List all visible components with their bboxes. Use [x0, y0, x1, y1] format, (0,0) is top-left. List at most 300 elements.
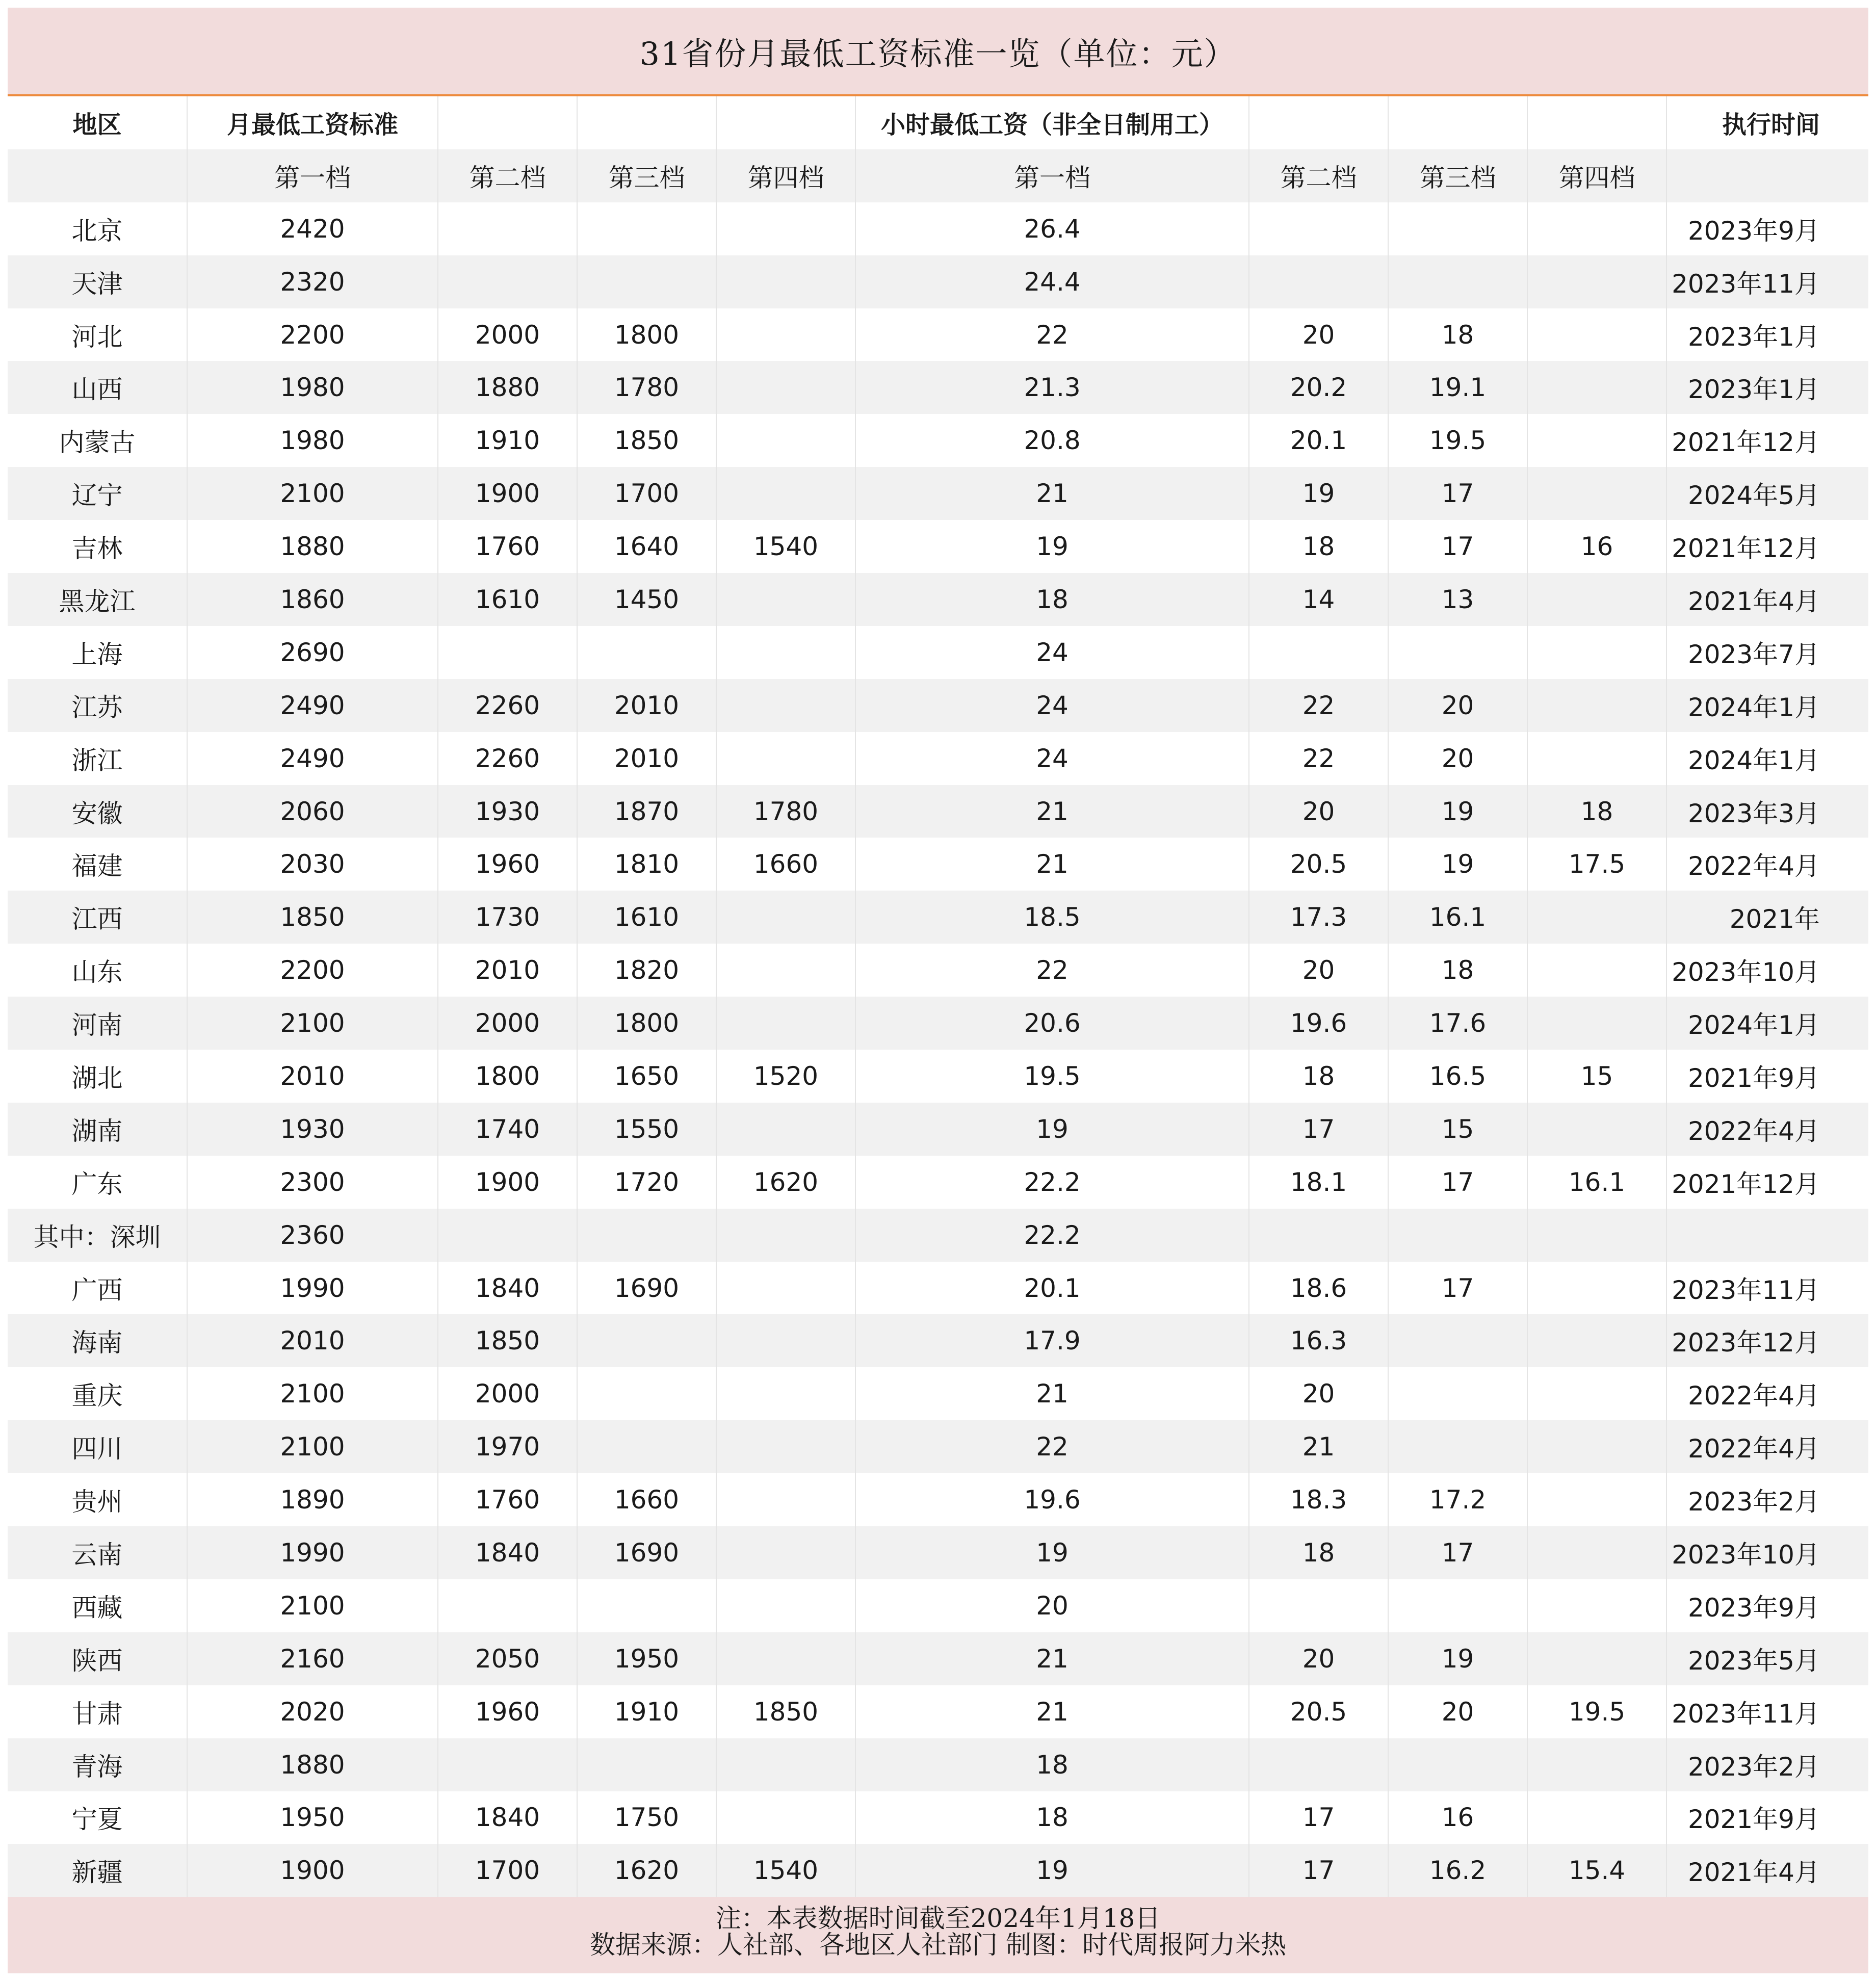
monthly-tier-4-cell — [716, 1791, 855, 1844]
effective-date-cell: 2023年2月 — [1666, 1473, 1868, 1526]
monthly-tier-2-cell: 1900 — [438, 467, 577, 520]
hourly-tier-2-cell: 20 — [1249, 308, 1388, 361]
monthly-tier-3-cell — [577, 202, 716, 255]
effective-date-cell: 2023年7月 — [1666, 626, 1868, 679]
monthly-tier-3-cell: 1870 — [577, 785, 716, 838]
monthly-tier-1-cell: 2160 — [187, 1632, 438, 1685]
monthly-tier-3-cell: 1700 — [577, 467, 716, 520]
hourly-tier-2-cell: 17 — [1249, 1103, 1388, 1156]
region-cell: 福建 — [8, 838, 187, 891]
region-cell: 天津 — [8, 255, 187, 308]
effective-date-cell: 2021年9月 — [1666, 1791, 1868, 1844]
hourly-tier-1-cell: 19 — [855, 520, 1249, 573]
hourly-tier-3-cell — [1388, 1420, 1527, 1473]
monthly-tier-1-cell: 1900 — [187, 1844, 438, 1897]
effective-date-cell: 2022年4月 — [1666, 1103, 1868, 1156]
effective-date-cell: 2023年11月 — [1666, 1262, 1868, 1315]
monthly-tier-1-cell: 2200 — [187, 944, 438, 997]
monthly-tier-1-cell: 2060 — [187, 785, 438, 838]
effective-date-cell: 2021年12月 — [1666, 414, 1868, 467]
table-row — [8, 1738, 1868, 1791]
monthly-tier-3-cell — [577, 626, 716, 679]
monthly-tier-4-cell — [716, 1262, 855, 1315]
monthly-tier-2-cell — [438, 255, 577, 308]
monthly-tier-1-cell: 1990 — [187, 1526, 438, 1579]
monthly-tier-4-cell — [716, 308, 855, 361]
monthly-tier-3-cell: 1620 — [577, 1844, 716, 1897]
monthly-tier-1-cell: 2010 — [187, 1314, 438, 1367]
monthly-tier-2-cell: 1910 — [438, 414, 577, 467]
effective-date-cell: 2021年4月 — [1666, 1844, 1868, 1897]
region-cell: 其中：深圳 — [8, 1209, 187, 1262]
effective-date-cell: 2021年4月 — [1666, 573, 1868, 626]
monthly-tier-2-cell: 1850 — [438, 1314, 577, 1367]
monthly-tier-1-cell: 2690 — [187, 626, 438, 679]
hourly-tier-2-cell: 21 — [1249, 1420, 1388, 1473]
hourly-tier-2-cell: 20.2 — [1249, 361, 1388, 414]
hourly-tier-2-cell: 22 — [1249, 732, 1388, 785]
effective-date-cell: 2023年5月 — [1666, 1632, 1868, 1685]
monthly-tier-1-cell: 2490 — [187, 679, 438, 732]
hourly-tier-3-cell: 19 — [1388, 1632, 1527, 1685]
hourly-tier-4-cell — [1527, 308, 1666, 361]
header-hourly-tier-4: 第四档 — [1527, 149, 1666, 202]
hourly-tier-2-cell: 20.1 — [1249, 414, 1388, 467]
table-row — [8, 891, 1868, 944]
table-body — [8, 202, 1868, 1897]
monthly-tier-2-cell: 1700 — [438, 1844, 577, 1897]
region-cell: 湖北 — [8, 1050, 187, 1103]
hourly-tier-2-cell: 20.5 — [1249, 1685, 1388, 1738]
monthly-tier-2-cell: 1800 — [438, 1050, 577, 1103]
monthly-tier-4-cell — [716, 1473, 855, 1526]
hourly-tier-1-cell: 20.8 — [855, 414, 1249, 467]
hourly-tier-4-cell — [1527, 202, 1666, 255]
monthly-tier-4-cell — [716, 1579, 855, 1632]
header-monthly-tier-2: 第二档 — [438, 149, 577, 202]
monthly-tier-4-cell — [716, 679, 855, 732]
header-effective-date: 执行时间 — [1666, 96, 1868, 149]
monthly-tier-3-cell — [577, 1738, 716, 1791]
header-monthly-tier-3: 第三档 — [577, 149, 716, 202]
monthly-tier-2-cell: 1960 — [438, 838, 577, 891]
monthly-tier-4-cell — [716, 1420, 855, 1473]
region-cell: 海南 — [8, 1314, 187, 1367]
hourly-tier-1-cell: 19 — [855, 1526, 1249, 1579]
monthly-tier-1-cell: 1880 — [187, 520, 438, 573]
monthly-tier-1-cell: 1890 — [187, 1473, 438, 1526]
monthly-tier-1-cell: 1850 — [187, 891, 438, 944]
monthly-tier-2-cell — [438, 1579, 577, 1632]
monthly-tier-1-cell: 1990 — [187, 1262, 438, 1315]
hourly-tier-1-cell: 21.3 — [855, 361, 1249, 414]
hourly-tier-4-cell — [1527, 414, 1666, 467]
hourly-tier-3-cell: 17 — [1388, 520, 1527, 573]
hourly-tier-2-cell — [1249, 1738, 1388, 1791]
region-cell: 江苏 — [8, 679, 187, 732]
hourly-tier-1-cell: 18 — [855, 573, 1249, 626]
region-cell: 山西 — [8, 361, 187, 414]
monthly-tier-3-cell — [577, 1209, 716, 1262]
table-row — [8, 1103, 1868, 1156]
monthly-tier-1-cell: 1930 — [187, 1103, 438, 1156]
monthly-tier-3-cell — [577, 255, 716, 308]
table-row — [8, 255, 1868, 308]
monthly-tier-1-cell: 2100 — [187, 997, 438, 1050]
hourly-tier-4-cell: 16 — [1527, 520, 1666, 573]
monthly-tier-2-cell: 1970 — [438, 1420, 577, 1473]
monthly-tier-2-cell: 1900 — [438, 1156, 577, 1209]
hourly-tier-3-cell — [1388, 1579, 1527, 1632]
hourly-tier-1-cell: 24 — [855, 679, 1249, 732]
table-row — [8, 1050, 1868, 1103]
region-cell: 辽宁 — [8, 467, 187, 520]
hourly-tier-2-cell: 18 — [1249, 1050, 1388, 1103]
hourly-tier-3-cell: 17 — [1388, 1262, 1527, 1315]
effective-date-cell: 2024年1月 — [1666, 679, 1868, 732]
effective-date-cell — [1666, 1209, 1868, 1262]
monthly-tier-1-cell: 2100 — [187, 467, 438, 520]
monthly-tier-3-cell — [577, 1367, 716, 1420]
hourly-tier-3-cell: 20 — [1388, 679, 1527, 732]
monthly-tier-3-cell: 2010 — [577, 732, 716, 785]
effective-date-cell: 2023年10月 — [1666, 944, 1868, 997]
hourly-tier-1-cell: 22 — [855, 308, 1249, 361]
monthly-tier-2-cell: 1840 — [438, 1791, 577, 1844]
monthly-tier-3-cell: 1610 — [577, 891, 716, 944]
hourly-tier-4-cell — [1527, 1791, 1666, 1844]
monthly-tier-3-cell: 1660 — [577, 1473, 716, 1526]
hourly-tier-3-cell: 17.2 — [1388, 1473, 1527, 1526]
monthly-tier-4-cell: 1780 — [716, 785, 855, 838]
region-cell: 河北 — [8, 308, 187, 361]
region-cell: 云南 — [8, 1526, 187, 1579]
hourly-tier-3-cell: 13 — [1388, 573, 1527, 626]
hourly-tier-3-cell: 20 — [1388, 732, 1527, 785]
hourly-tier-1-cell: 20.1 — [855, 1262, 1249, 1315]
monthly-tier-2-cell — [438, 626, 577, 679]
monthly-tier-1-cell: 2020 — [187, 1685, 438, 1738]
hourly-tier-4-cell — [1527, 944, 1666, 997]
table-row — [8, 1844, 1868, 1897]
monthly-tier-4-cell — [716, 1209, 855, 1262]
hourly-tier-1-cell: 26.4 — [855, 202, 1249, 255]
effective-date-cell: 2021年12月 — [1666, 1156, 1868, 1209]
hourly-tier-4-cell — [1527, 1579, 1666, 1632]
hourly-tier-2-cell: 20.5 — [1249, 838, 1388, 891]
footer-source: 数据来源：人社部、各地区人社部门 制图：时代周报阿力米热 — [590, 1930, 1286, 1960]
hourly-tier-3-cell: 17 — [1388, 1526, 1527, 1579]
monthly-tier-4-cell — [716, 467, 855, 520]
table-row — [8, 467, 1868, 520]
hourly-tier-1-cell: 18 — [855, 1791, 1249, 1844]
monthly-tier-4-cell — [716, 732, 855, 785]
monthly-tier-4-cell: 1660 — [716, 838, 855, 891]
monthly-tier-4-cell — [716, 1526, 855, 1579]
monthly-tier-2-cell: 1880 — [438, 361, 577, 414]
effective-date-cell: 2022年4月 — [1666, 838, 1868, 891]
monthly-tier-4-cell: 1850 — [716, 1685, 855, 1738]
monthly-tier-4-cell — [716, 626, 855, 679]
hourly-tier-3-cell: 19.1 — [1388, 361, 1527, 414]
effective-date-cell: 2021年12月 — [1666, 520, 1868, 573]
table-row — [8, 1473, 1868, 1526]
table-row — [8, 626, 1868, 679]
monthly-tier-4-cell — [716, 1314, 855, 1367]
header-hourly-minimum: 小时最低工资（非全日制用工） — [855, 96, 1249, 149]
hourly-tier-4-cell — [1527, 1262, 1666, 1315]
monthly-tier-1-cell: 1950 — [187, 1791, 438, 1844]
hourly-tier-3-cell — [1388, 1209, 1527, 1262]
monthly-tier-1-cell: 2100 — [187, 1579, 438, 1632]
region-cell: 北京 — [8, 202, 187, 255]
footer-note: 注：本表数据时间截至2024年1月18日 — [715, 1904, 1161, 1934]
hourly-tier-3-cell: 19.5 — [1388, 414, 1527, 467]
header-row-groups — [8, 96, 1868, 149]
header-hourly-tier-3: 第三档 — [1388, 149, 1527, 202]
hourly-tier-2-cell: 17 — [1249, 1791, 1388, 1844]
effective-date-cell: 2023年2月 — [1666, 1738, 1868, 1791]
monthly-tier-1-cell: 2360 — [187, 1209, 438, 1262]
monthly-tier-1-cell: 1860 — [187, 573, 438, 626]
hourly-tier-4-cell — [1527, 255, 1666, 308]
hourly-tier-1-cell: 18 — [855, 1738, 1249, 1791]
hourly-tier-2-cell: 18.6 — [1249, 1262, 1388, 1315]
hourly-tier-1-cell: 19.6 — [855, 1473, 1249, 1526]
monthly-tier-3-cell: 1650 — [577, 1050, 716, 1103]
hourly-tier-3-cell: 17 — [1388, 1156, 1527, 1209]
table-title: 31省份月最低工资标准一览（单位：元） — [8, 8, 1868, 96]
table-row — [8, 1791, 1868, 1844]
table-row — [8, 1632, 1868, 1685]
hourly-tier-3-cell — [1388, 202, 1527, 255]
hourly-tier-1-cell: 24.4 — [855, 255, 1249, 308]
hourly-tier-4-cell: 18 — [1527, 785, 1666, 838]
table-row — [8, 838, 1868, 891]
monthly-tier-2-cell: 1840 — [438, 1526, 577, 1579]
monthly-tier-1-cell: 2320 — [187, 255, 438, 308]
hourly-tier-4-cell: 19.5 — [1527, 1685, 1666, 1738]
table-row — [8, 1367, 1868, 1420]
monthly-tier-4-cell: 1540 — [716, 520, 855, 573]
monthly-tier-3-cell: 1640 — [577, 520, 716, 573]
monthly-tier-4-cell: 1540 — [716, 1844, 855, 1897]
hourly-tier-1-cell: 17.9 — [855, 1314, 1249, 1367]
hourly-tier-3-cell: 15 — [1388, 1103, 1527, 1156]
region-cell: 陕西 — [8, 1632, 187, 1685]
hourly-tier-1-cell: 22 — [855, 944, 1249, 997]
hourly-tier-3-cell: 16.2 — [1388, 1844, 1527, 1897]
monthly-tier-4-cell — [716, 891, 855, 944]
hourly-tier-2-cell — [1249, 1209, 1388, 1262]
hourly-tier-2-cell: 18 — [1249, 1526, 1388, 1579]
monthly-tier-2-cell — [438, 202, 577, 255]
table-row — [8, 785, 1868, 838]
effective-date-cell: 2023年11月 — [1666, 255, 1868, 308]
monthly-tier-4-cell — [716, 255, 855, 308]
monthly-tier-2-cell: 1740 — [438, 1103, 577, 1156]
hourly-tier-1-cell: 21 — [855, 785, 1249, 838]
hourly-tier-4-cell: 15.4 — [1527, 1844, 1666, 1897]
monthly-tier-2-cell: 2050 — [438, 1632, 577, 1685]
hourly-tier-3-cell — [1388, 1367, 1527, 1420]
table-row — [8, 1262, 1868, 1315]
monthly-tier-3-cell: 1780 — [577, 361, 716, 414]
region-cell: 四川 — [8, 1420, 187, 1473]
table-row — [8, 944, 1868, 997]
effective-date-cell: 2024年5月 — [1666, 467, 1868, 520]
region-cell: 广东 — [8, 1156, 187, 1209]
hourly-tier-3-cell — [1388, 1314, 1527, 1367]
table-row — [8, 1579, 1868, 1632]
hourly-tier-1-cell: 18.5 — [855, 891, 1249, 944]
region-cell: 河南 — [8, 997, 187, 1050]
minimum-wage-table — [8, 96, 1868, 1897]
monthly-tier-3-cell: 1810 — [577, 838, 716, 891]
effective-date-cell: 2023年9月 — [1666, 202, 1868, 255]
region-cell: 山东 — [8, 944, 187, 997]
monthly-tier-2-cell: 1760 — [438, 520, 577, 573]
monthly-tier-2-cell: 1730 — [438, 891, 577, 944]
monthly-tier-4-cell: 1520 — [716, 1050, 855, 1103]
hourly-tier-4-cell — [1527, 997, 1666, 1050]
table-row — [8, 520, 1868, 573]
monthly-tier-1-cell: 2030 — [187, 838, 438, 891]
hourly-tier-4-cell — [1527, 1632, 1666, 1685]
table-row — [8, 573, 1868, 626]
monthly-tier-4-cell — [716, 1738, 855, 1791]
table-row — [8, 1314, 1868, 1367]
hourly-tier-1-cell: 24 — [855, 626, 1249, 679]
effective-date-cell: 2023年12月 — [1666, 1314, 1868, 1367]
monthly-tier-2-cell: 1610 — [438, 573, 577, 626]
table-row — [8, 361, 1868, 414]
monthly-tier-2-cell: 1930 — [438, 785, 577, 838]
hourly-tier-1-cell: 21 — [855, 1632, 1249, 1685]
header-region: 地区 — [8, 96, 187, 149]
effective-date-cell: 2023年11月 — [1666, 1685, 1868, 1738]
hourly-tier-3-cell: 18 — [1388, 944, 1527, 997]
monthly-tier-2-cell: 2010 — [438, 944, 577, 997]
header-hourly-tier-2: 第二档 — [1249, 149, 1388, 202]
monthly-tier-4-cell: 1620 — [716, 1156, 855, 1209]
hourly-tier-2-cell: 14 — [1249, 573, 1388, 626]
monthly-tier-2-cell: 2000 — [438, 308, 577, 361]
monthly-tier-1-cell: 1980 — [187, 361, 438, 414]
hourly-tier-3-cell: 18 — [1388, 308, 1527, 361]
hourly-tier-4-cell — [1527, 732, 1666, 785]
monthly-tier-1-cell: 2100 — [187, 1367, 438, 1420]
hourly-tier-2-cell — [1249, 1579, 1388, 1632]
region-cell: 上海 — [8, 626, 187, 679]
monthly-tier-4-cell — [716, 414, 855, 467]
minimum-wage-table-card — [8, 8, 1868, 1973]
monthly-tier-1-cell: 2100 — [187, 1420, 438, 1473]
effective-date-cell: 2021年 — [1666, 891, 1868, 944]
region-cell: 广西 — [8, 1262, 187, 1315]
region-cell: 甘肃 — [8, 1685, 187, 1738]
monthly-tier-2-cell: 2000 — [438, 1367, 577, 1420]
table-row — [8, 1685, 1868, 1738]
effective-date-cell: 2023年1月 — [1666, 361, 1868, 414]
monthly-tier-3-cell: 1820 — [577, 944, 716, 997]
hourly-tier-2-cell: 17 — [1249, 1844, 1388, 1897]
hourly-tier-3-cell: 16 — [1388, 1791, 1527, 1844]
hourly-tier-3-cell — [1388, 1738, 1527, 1791]
hourly-tier-1-cell: 22.2 — [855, 1156, 1249, 1209]
monthly-tier-2-cell — [438, 1209, 577, 1262]
hourly-tier-2-cell: 17.3 — [1249, 891, 1388, 944]
hourly-tier-1-cell: 20.6 — [855, 997, 1249, 1050]
hourly-tier-2-cell: 16.3 — [1249, 1314, 1388, 1367]
hourly-tier-4-cell — [1527, 1367, 1666, 1420]
hourly-tier-2-cell: 18 — [1249, 520, 1388, 573]
monthly-tier-3-cell — [577, 1579, 716, 1632]
monthly-tier-3-cell: 1850 — [577, 414, 716, 467]
header-monthly-tier-4: 第四档 — [716, 149, 855, 202]
table-row — [8, 1420, 1868, 1473]
effective-date-cell: 2022年4月 — [1666, 1420, 1868, 1473]
region-cell: 湖南 — [8, 1103, 187, 1156]
monthly-tier-3-cell — [577, 1314, 716, 1367]
effective-date-cell: 2023年3月 — [1666, 785, 1868, 838]
hourly-tier-3-cell: 17.6 — [1388, 997, 1527, 1050]
header-hourly-tier-1: 第一档 — [855, 149, 1249, 202]
hourly-tier-4-cell — [1527, 573, 1666, 626]
region-cell: 黑龙江 — [8, 573, 187, 626]
region-cell: 江西 — [8, 891, 187, 944]
hourly-tier-4-cell — [1527, 1314, 1666, 1367]
effective-date-cell: 2023年10月 — [1666, 1526, 1868, 1579]
hourly-tier-2-cell: 20 — [1249, 1632, 1388, 1685]
header-row-tiers — [8, 149, 1868, 202]
monthly-tier-3-cell: 1910 — [577, 1685, 716, 1738]
hourly-tier-2-cell — [1249, 202, 1388, 255]
hourly-tier-4-cell — [1527, 891, 1666, 944]
hourly-tier-4-cell — [1527, 679, 1666, 732]
hourly-tier-1-cell: 22.2 — [855, 1209, 1249, 1262]
header-monthly-minimum: 月最低工资标准 — [187, 96, 438, 149]
table-row — [8, 202, 1868, 255]
monthly-tier-1-cell: 2200 — [187, 308, 438, 361]
hourly-tier-3-cell: 16.5 — [1388, 1050, 1527, 1103]
hourly-tier-2-cell — [1249, 626, 1388, 679]
effective-date-cell: 2021年9月 — [1666, 1050, 1868, 1103]
hourly-tier-3-cell: 19 — [1388, 785, 1527, 838]
monthly-tier-1-cell: 1980 — [187, 414, 438, 467]
effective-date-cell: 2023年9月 — [1666, 1579, 1868, 1632]
effective-date-cell: 2023年1月 — [1666, 308, 1868, 361]
hourly-tier-2-cell: 20 — [1249, 785, 1388, 838]
monthly-tier-2-cell: 2000 — [438, 997, 577, 1050]
hourly-tier-2-cell: 20 — [1249, 944, 1388, 997]
hourly-tier-4-cell — [1527, 1209, 1666, 1262]
hourly-tier-1-cell: 24 — [855, 732, 1249, 785]
hourly-tier-4-cell — [1527, 467, 1666, 520]
hourly-tier-1-cell: 21 — [855, 467, 1249, 520]
region-cell: 西藏 — [8, 1579, 187, 1632]
hourly-tier-1-cell: 21 — [855, 838, 1249, 891]
hourly-tier-4-cell — [1527, 1738, 1666, 1791]
monthly-tier-2-cell: 2260 — [438, 679, 577, 732]
monthly-tier-4-cell — [716, 1367, 855, 1420]
hourly-tier-2-cell: 22 — [1249, 679, 1388, 732]
hourly-tier-4-cell — [1527, 626, 1666, 679]
monthly-tier-3-cell: 1690 — [577, 1526, 716, 1579]
hourly-tier-2-cell: 19 — [1249, 467, 1388, 520]
monthly-tier-3-cell: 1800 — [577, 308, 716, 361]
hourly-tier-4-cell — [1527, 361, 1666, 414]
